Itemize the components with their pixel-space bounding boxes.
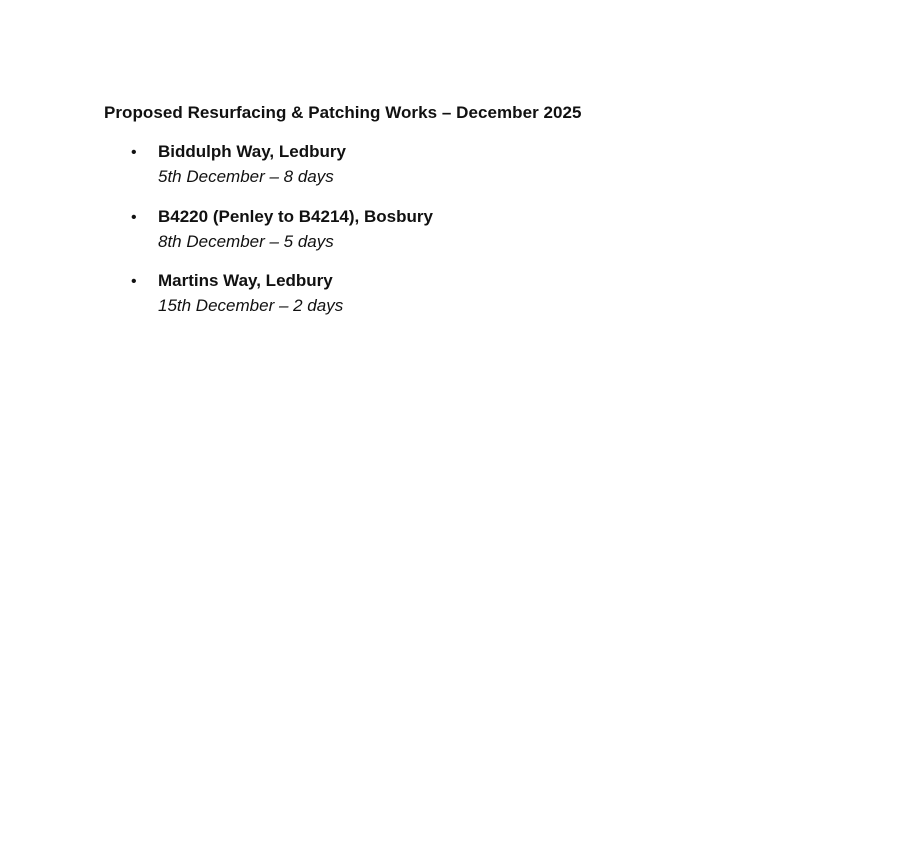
list-item	[131, 271, 433, 336]
work-location: Biddulph Way, Ledbury	[158, 142, 346, 161]
document-title: Proposed Resurfacing & Patching Works – December 2025	[104, 103, 582, 122]
bullet-icon: •	[131, 208, 137, 226]
work-schedule: 15th December – 2 days	[158, 296, 344, 315]
work-location: B4220 (Penley to B4214), Bosbury	[158, 206, 433, 226]
list-item	[131, 142, 433, 207]
bullet-icon: •	[131, 144, 137, 161]
work-schedule: 5th December – 8 days	[158, 167, 334, 186]
work-schedule: 8th December – 5 days	[158, 231, 334, 251]
list-item	[131, 207, 433, 272]
works-list	[131, 142, 433, 336]
bullet-icon: •	[131, 273, 137, 290]
work-location: Martins Way, Ledbury	[158, 271, 333, 290]
